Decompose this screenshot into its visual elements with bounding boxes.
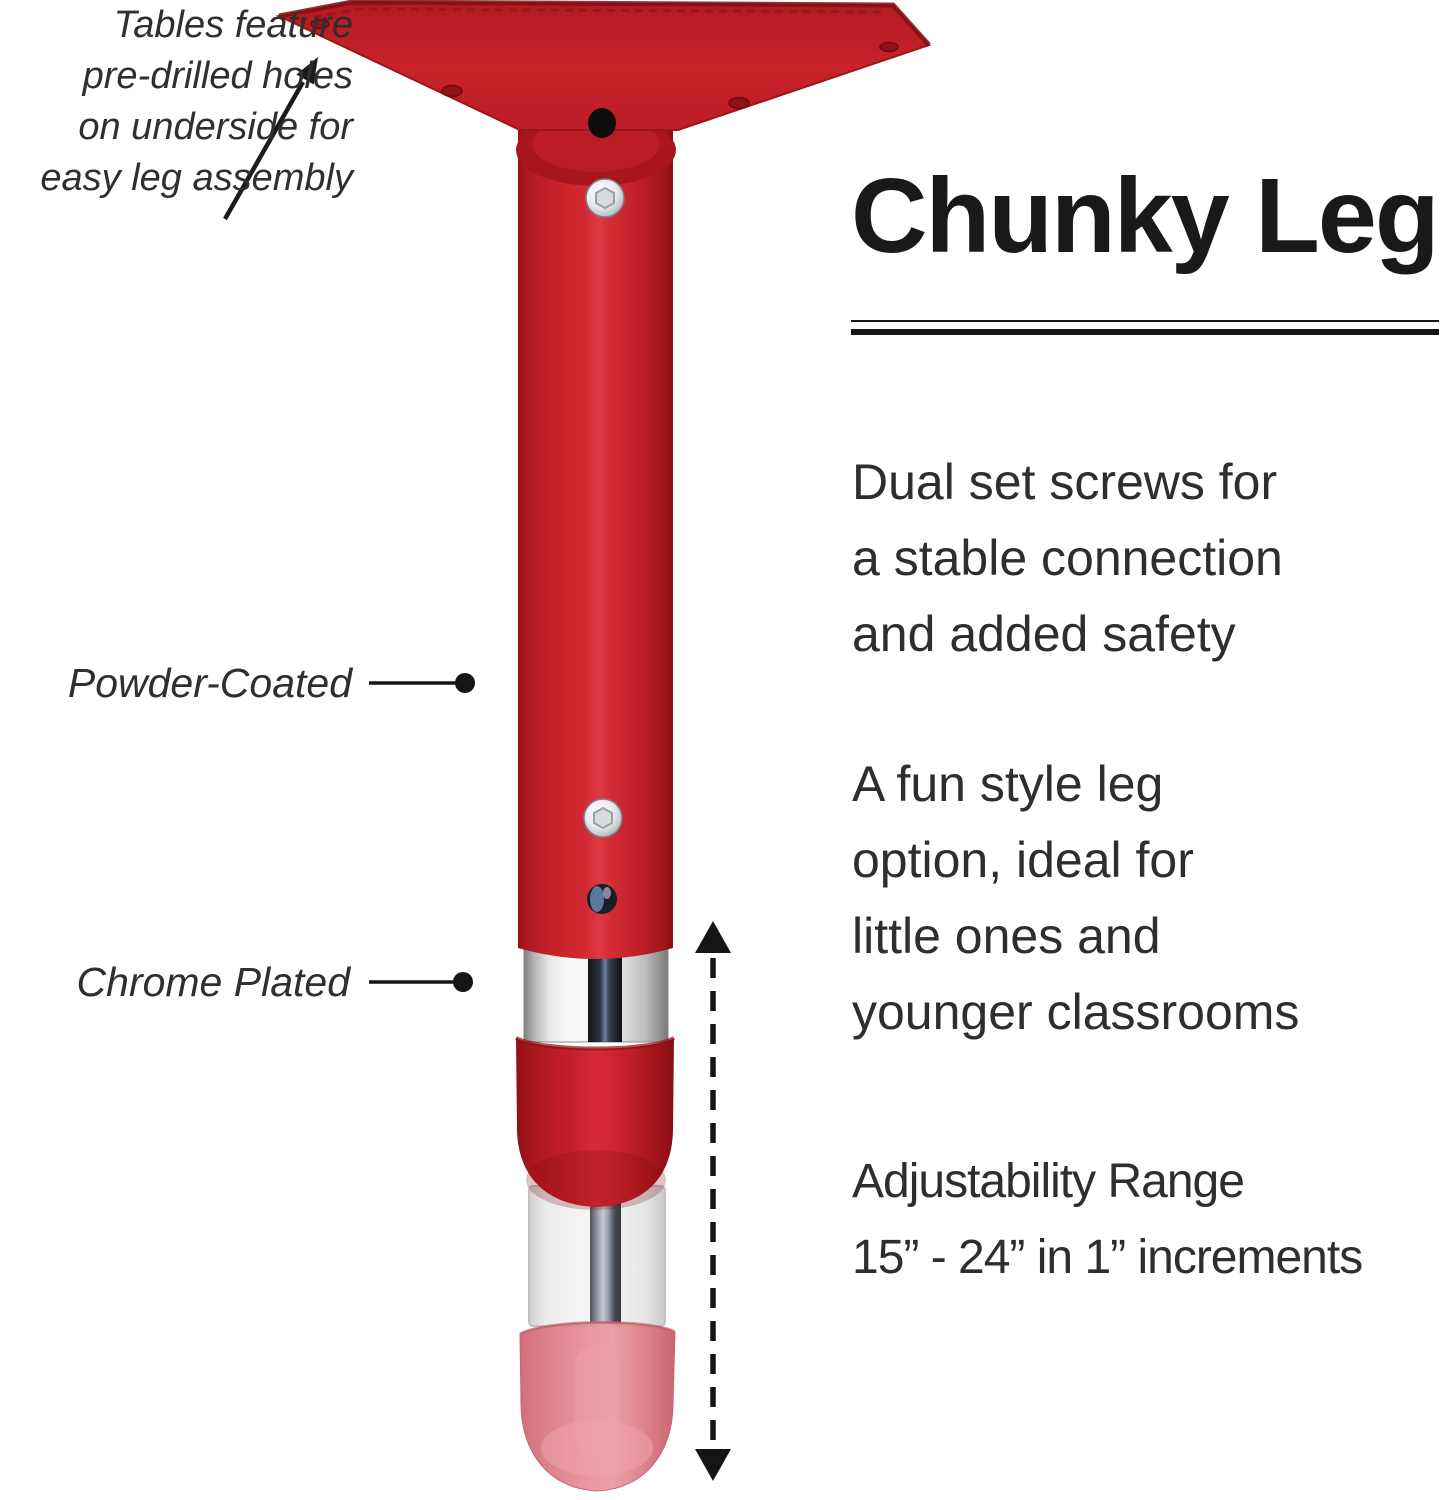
chrome-plated-connector <box>369 972 473 992</box>
feature-line: Adjustability Range <box>852 1155 1244 1208</box>
feature-line: little ones and <box>852 908 1161 964</box>
assembly-note-line: pre-drilled holes <box>82 55 353 97</box>
page-title: Chunky Leg <box>851 157 1438 275</box>
feature-line: and added safety <box>852 606 1236 662</box>
powder-coated-label: Powder-Coated <box>67 660 352 706</box>
adjustment-hole-mid <box>587 884 617 914</box>
feature-line: a stable connection <box>852 530 1283 586</box>
feature-line: 15” - 24” in 1” increments <box>852 1231 1363 1284</box>
assembly-note-line: on underside for <box>78 106 353 148</box>
feature-fun-style <box>852 746 1299 1050</box>
chrome-band <box>524 950 668 1042</box>
ghost-foot-cap <box>520 1322 675 1491</box>
set-screw-mid <box>584 799 622 837</box>
feature-line: younger classrooms <box>852 984 1300 1040</box>
feature-line: Dual set screws for <box>852 454 1278 510</box>
adjustability-arrow-icon <box>695 921 731 1481</box>
feature-line: A fun style leg <box>852 756 1164 812</box>
set-screw-top <box>586 179 624 217</box>
feature-adjustability <box>852 1144 1362 1296</box>
powder-coated-connector <box>369 673 475 693</box>
assembly-note-line: Tables feature <box>113 4 353 46</box>
feature-set-screws <box>852 444 1283 672</box>
chrome-plated-label: Chrome Plated <box>76 959 350 1005</box>
adjustment-hole-top <box>588 108 616 138</box>
feature-line: option, ideal for <box>852 832 1194 888</box>
title-underline <box>851 320 1439 335</box>
red-collar-cap <box>516 1038 674 1210</box>
assembly-note-line: easy leg assembly <box>40 157 353 199</box>
assembly-note <box>0 0 353 204</box>
